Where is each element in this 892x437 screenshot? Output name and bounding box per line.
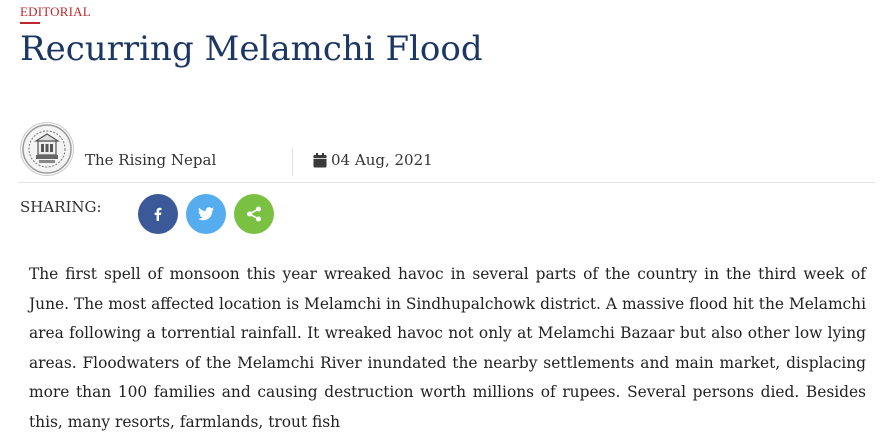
emblem-icon [21,123,73,175]
twitter-icon [198,207,214,221]
twitter-share-button[interactable] [186,194,226,234]
article-body: The first spell of monsoon this year wreaked havoc in several parts of the country in the third week of June. The most affected location is Melamchi in Sindhupalchowk district. A massive flood hit the Melamchi area following a torrential rainfall. It wreaked havoc not only at Melamchi Bazaar but also other low lying areas. Floodwaters of the Melamchi River inundated the nearby settlements and main market, displacing more than 100 families and causing destruction worth millions of rupees. Several persons died. Besides this, many resorts, farmlands, trout fish [29,265,866,431]
sharing-label: SHARING: [20,198,102,216]
publish-date [313,151,433,169]
meta-divider [292,148,293,176]
author-name[interactable]: The Rising Nepal [85,151,217,169]
page-title: Recurring Melamchi Flood [20,29,483,69]
category-underline [20,22,40,24]
date-text: 04 Aug, 2021 [331,151,433,169]
article-meta [18,120,875,183]
author-avatar [20,122,74,176]
calendar-icon [313,153,327,168]
share-icon [246,206,262,222]
category-label[interactable]: EDITORIAL [20,4,91,19]
facebook-icon [151,207,165,221]
facebook-share-button[interactable] [138,194,178,234]
generic-share-button[interactable] [234,194,274,234]
